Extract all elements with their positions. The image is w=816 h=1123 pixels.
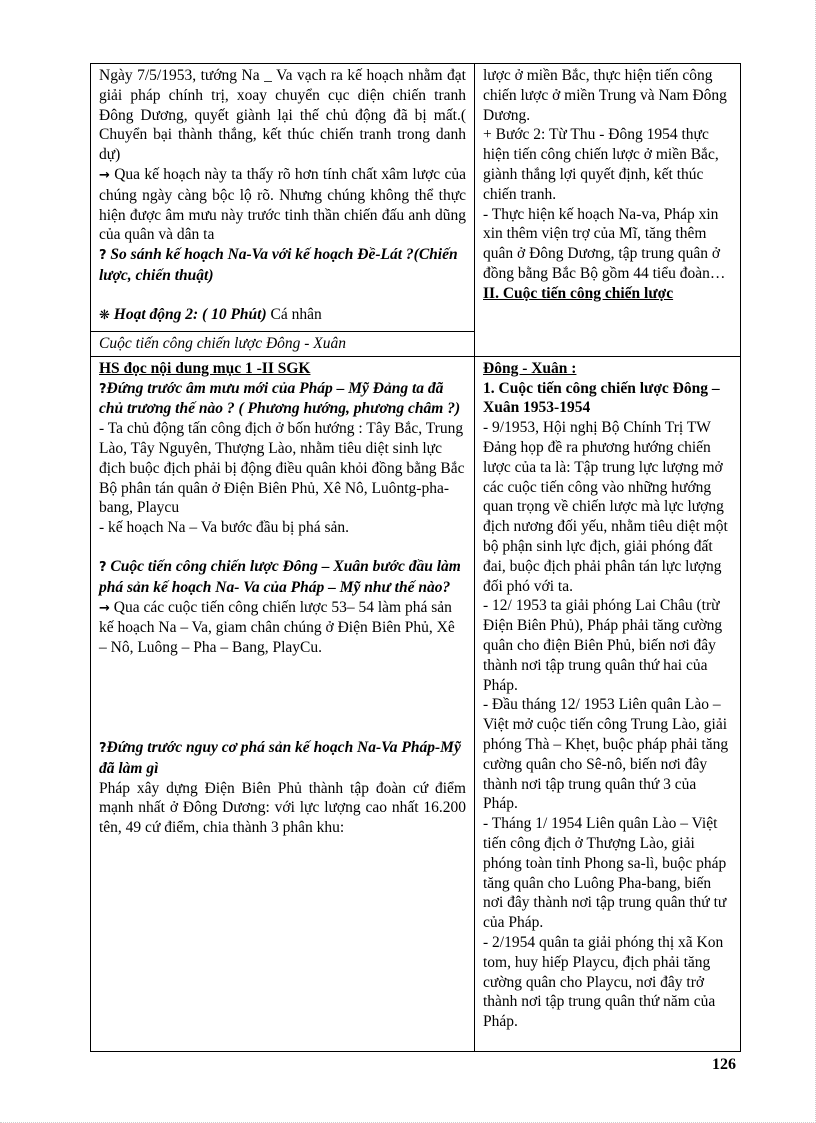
plan-implementation: - Thực hiện kế hoạch Na-va, Pháp xin xin thêm viện trợ của Mĩ, tăng thêm quân ở Đông Dương, tập trung quân ở đồng bằng Bắc Bộ gồm 44 tiểu đoàn… [483,205,726,282]
navarre-plan-text: Ngày 7/5/1953, tướng Na _ Va vạch ra kế hoạch nhằm đạt giải pháp chính trị, xoay chuyển cục diện chiến tranh Đông Dương, quyết giành lại thế chủ động đã bị mất.( Chuyển bại thành thắng, kết thúc chiến tranh trong danh dự) [99,67,466,164]
question-icon: ? [99,740,107,756]
subheading-campaign: 1. Cuộc tiến công chiến lược Đông – Xuân 1953-1954 [483,379,720,417]
question-icon: ? [99,559,107,575]
arrow-icon: → [99,600,110,616]
question-icon: ? [99,381,107,397]
question-icon: ? [99,248,107,264]
page-number: 126 [712,1056,736,1073]
section-heading-ii: II. Cuộc tiến công chiến lược [483,284,674,302]
question-party-policy: ?Đứng trước âm mưu mới của Pháp – Mỹ Đảng ta đã chủ trương thế nào ? ( Phương hướng, phương châm ?) [99,379,461,418]
question-compare-plans: ? So sánh kế hoạch Na-Va với kế hoạch Đề-Lát ?(Chiến lược, chiến thuật) [99,246,458,284]
campaign-item-4: - Tháng 1/ 1954 Liên quân Lào – Việt tiến công địch ở Thượng Lào, giải phóng toàn tỉnh Phong sa-lì, buộc pháp tăng quân cho Luông Pha-bang, biến nơi đây thành nơi tập trung quân thứ tư của Pháp. [483,815,727,932]
arrow-icon: → [99,167,110,183]
table-row [91,64,741,332]
reading-instruction: HS đọc nội dung mục 1 -II SGK [99,359,311,377]
lesson-plan-table [90,63,741,1052]
section-title-cell: Cuộc tiến công chiến lược Đông - Xuân [91,332,475,357]
left-cell-questions [91,356,475,1051]
plan-step-1: lược ở miền Bắc, thực hiện tiến công chiến lược ở miền Trung và Nam Đông Dương. [483,67,727,124]
question-french-response: ?Đứng trước nguy cơ phá sản kế hoạch Na-Va Pháp-Mỹ đã làm gì [99,738,461,777]
question-campaign-effect: ? Cuộc tiến công chiến lược Đông – Xuân bước đầu làm phá sản kế hoạch Na- Va của Pháp – Mỹ như thế nào? [99,557,461,596]
campaign-item-1: - 9/1953, Hội nghị Bộ Chính Trị TW Đảng họp đề ra phương hướng chiến lược của ta là: Tập trung lực lượng mở các cuộc tiến công vào những hướng quan trọng về chiến lược mà lực lượng địch nương đối yếu, nhằm tiêu diệt một bộ phận sinh lực địch, giải phóng đất đai, buộc địch phải phân tán lực lượng đối phó với ta. [483,419,728,595]
activity-heading: ❋ Hoạt động 2: ( 10 Phút) Cá nhân [99,305,322,323]
spacer [99,538,466,557]
plan-step-2: + Bước 2: Từ Thu - Đông 1954 thực hiện tiến công chiến lược ở miền Bắc, giành thắng lợi quyết định, kết thúc chiến tranh. [483,126,719,203]
campaign-item-3: - Đầu tháng 12/ 1953 Liên quân Lào – Việt mở cuộc tiến công Trung Lào, giải phóng Thà – Khẹt, buộc pháp phải tăng cường quân cho Sê-nô, biến nơi đây thành nơi tập trung quân thứ 3 của Pháp. [483,696,729,813]
navarre-analysis: → Qua kế hoạch này ta thấy rõ hơn tính chất xâm lược của chúng ngày càng bộc lộ rõ. Nhưng chúng không thể thực hiện được âm mưu này trước tinh thần chiến đấu anh dũng của quân và dân ta [99,165,466,244]
answer-plan-failing: - kế hoạch Na – Va bước đầu bị phá sản. [99,519,350,537]
spacer [99,286,466,305]
answer-dien-bien-phu: Pháp xây dựng Điện Biên Phủ thành tập đoàn cứ điểm mạnh nhất ở Đông Dương: với lực lượng cao nhất 16.200 tên, 49 cứ điểm, chia thành 3 phân khu: [99,779,466,837]
campaign-item-2: - 12/ 1953 ta giải phóng Lai Châu (trừ Điện Biên Phủ), Pháp phải tăng cường quân cho điện Biên Phủ, biến nơi đây thành nơi tập trung quân thứ hai của Pháp. [483,597,723,694]
answer-campaign-effect: → Qua các cuộc tiến công chiến lược 53– 54 làm phá sản kế hoạch Na – Va, giam chân chúng ở Điện Biên Phủ, Xê – Nô, Luông – Pha – Bang, PlayCu. [99,598,455,657]
right-cell-plan [475,64,741,357]
answer-four-directions: - Ta chủ động tấn công địch ở bốn hướng : Tây Bắc, Trung Lào, Tây Nguyên, Thượng Lào, nhằm tiêu diệt sinh lực địch buộc địch phải bị động điều quân khỏi đồng bằng Bắc Bộ phân tán quân ở Điện Biên Phủ, Xê Nô, Luôntg-pha-bang, Playcu [99,420,465,517]
section-heading-ii-cont: Đông - Xuân : [483,359,577,377]
spacer [99,658,466,738]
left-cell-intro [91,64,475,332]
right-cell-campaign [475,356,741,1051]
campaign-item-5: - 2/1954 quân ta giải phóng thị xã Kon tom, huy hiếp Playcu, địch phải tăng cường quân cho Playcu, nơi đây trở thành nơi tập trung quân thứ năm của Pháp. [483,933,724,1031]
star-icon: ❋ [99,307,110,323]
table-row [91,356,741,1051]
